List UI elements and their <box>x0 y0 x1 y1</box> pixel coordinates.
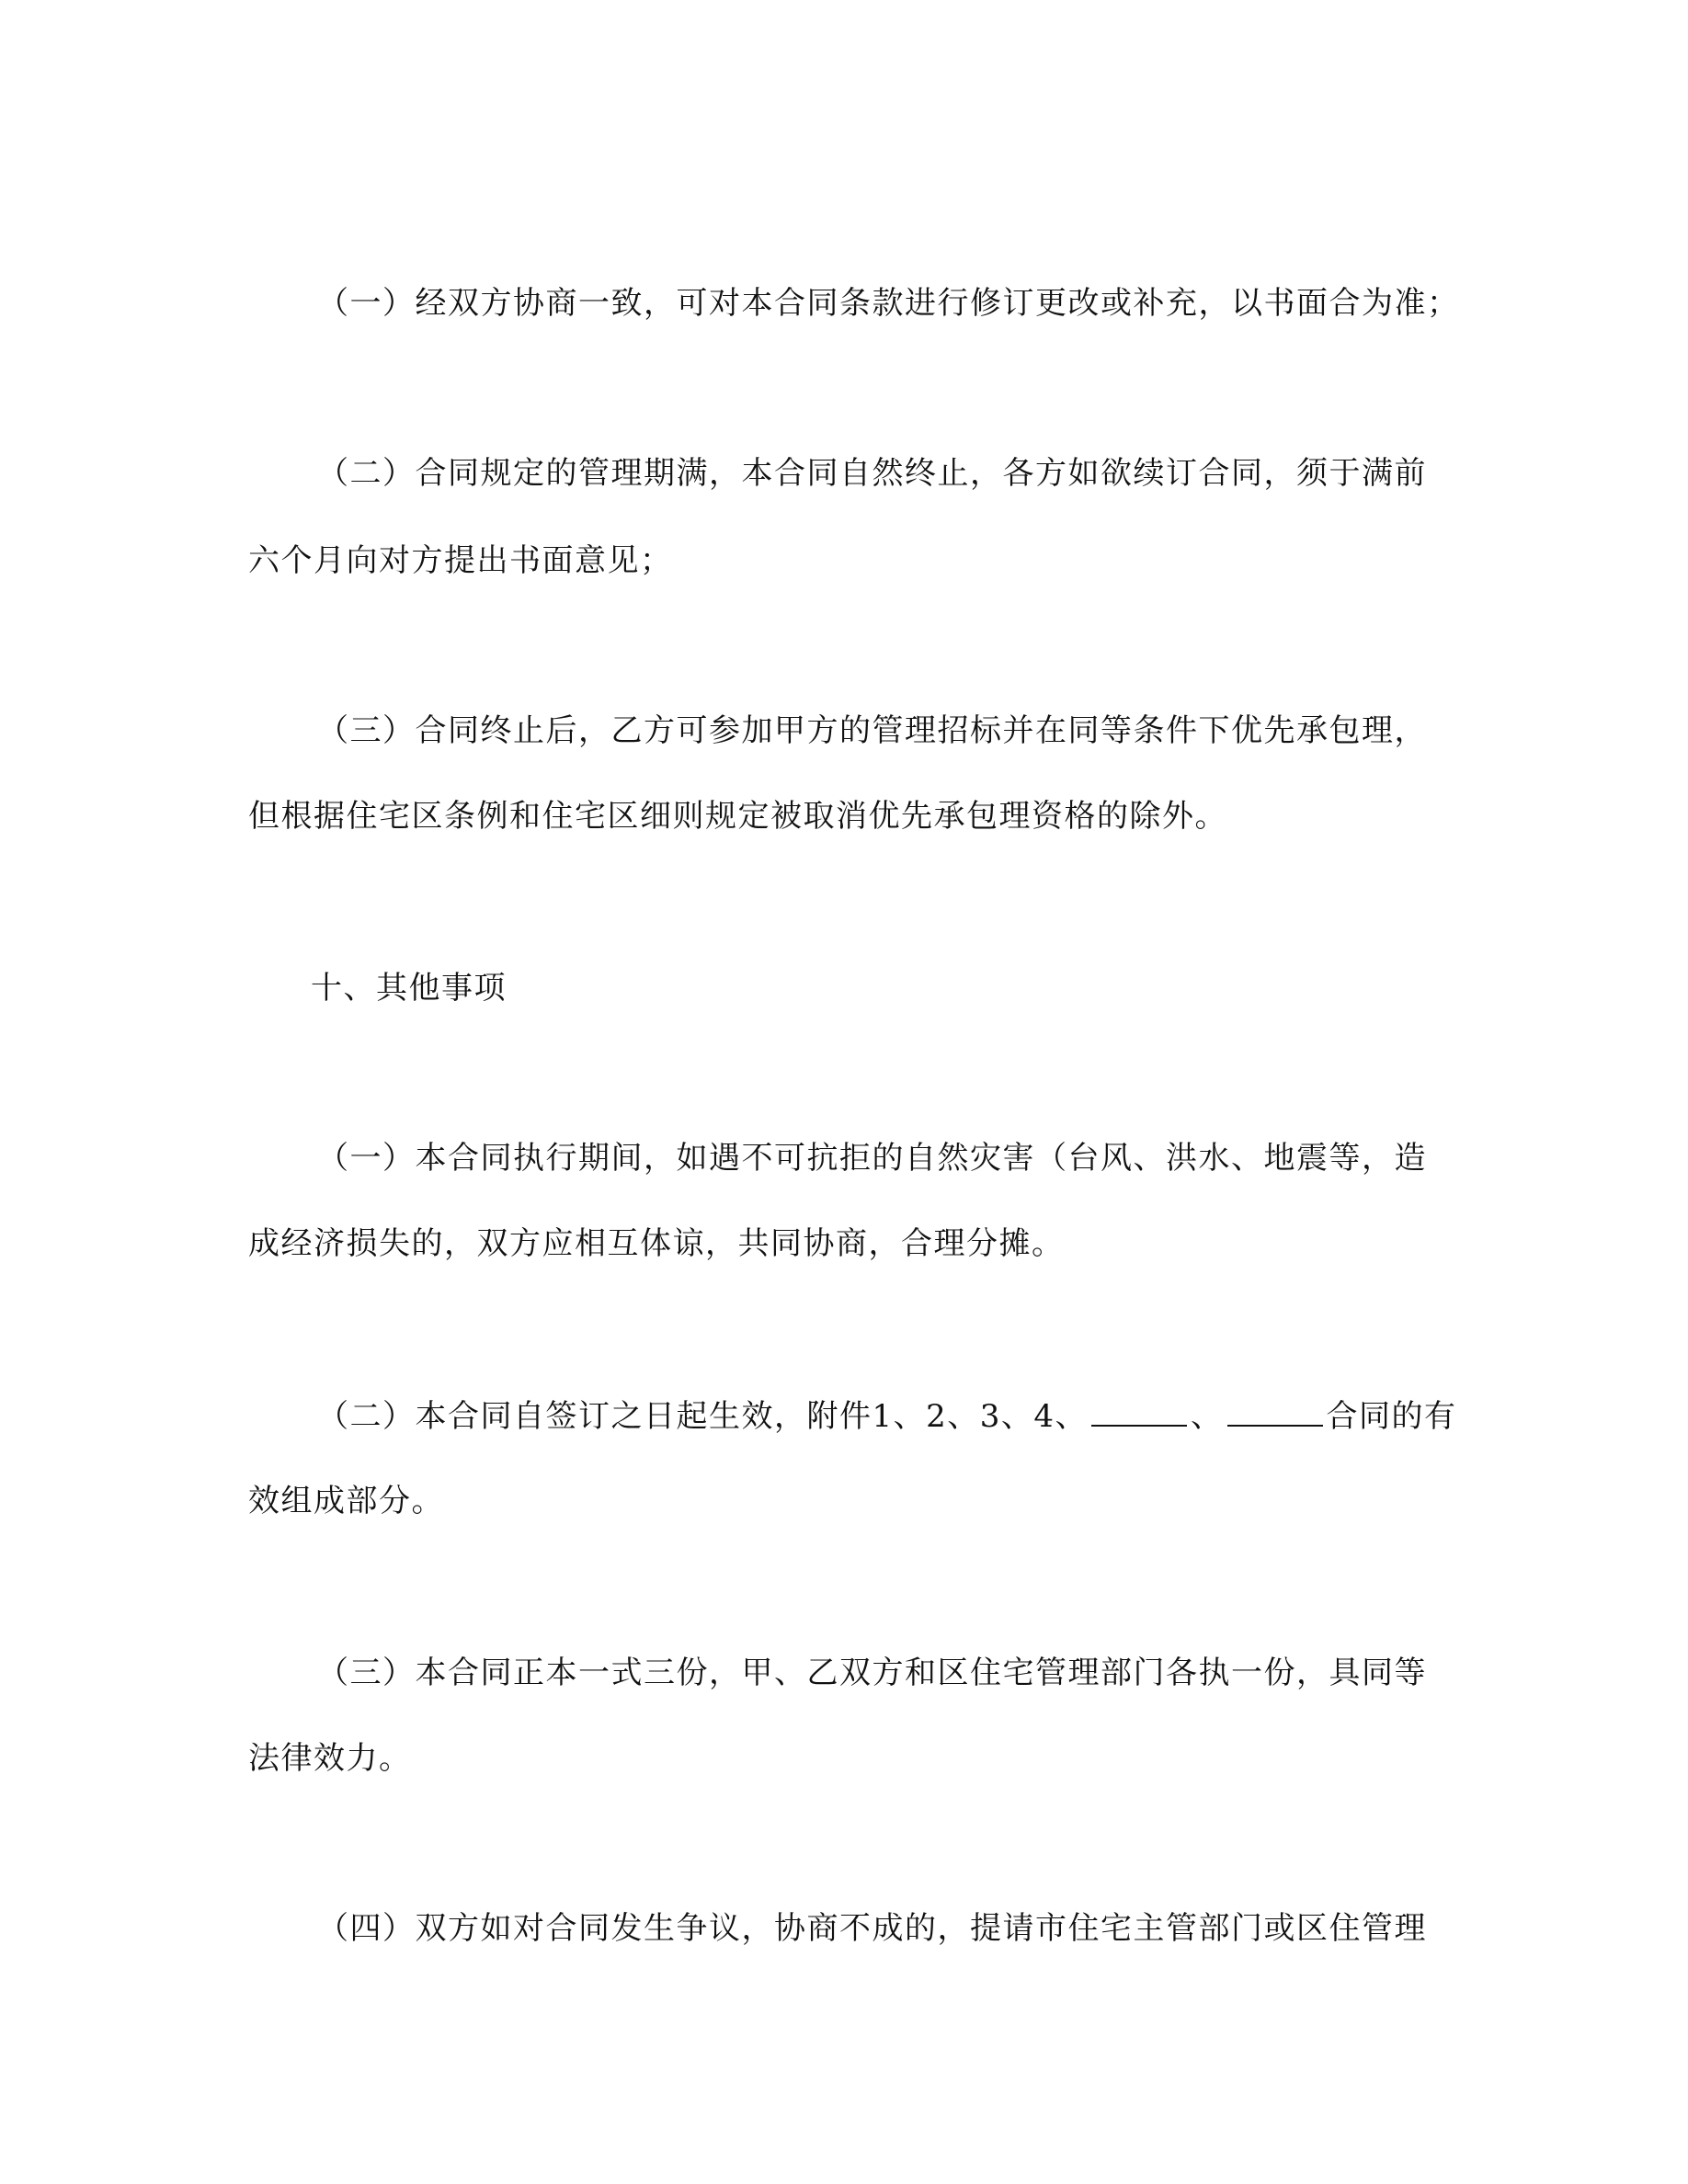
clause-10-2-line2: 效组成部分。 <box>248 1483 444 1519</box>
blank-field-1[interactable] <box>1091 1397 1187 1427</box>
blank-field-2[interactable] <box>1227 1397 1323 1427</box>
clause-9-3-line1: （三）合同终止后，乙方可参加甲方的管理招标并在同等条件下优先承包理， <box>317 712 1427 749</box>
clause-9-2-line1: （二）合同规定的管理期满，本合同自然终止，各方如欲续订合同，须于满前 <box>317 455 1427 492</box>
clause-10-2-text-a: （二）本合同自签订之日起生效，附件1、2、3、4、 <box>317 1398 1089 1435</box>
clause-10-1-line1: （一）本合同执行期间，如遇不可抗拒的自然灾害（台风、洪水、地震等，造 <box>317 1140 1427 1177</box>
section-10-heading: 十、其他事项 <box>311 970 507 1007</box>
clause-10-4-line1: （四）双方如对合同发生争议，协商不成的，提请市住宅主管部门或区住管理 <box>317 1910 1427 1947</box>
clause-10-2-text-b: 合同的有 <box>1326 1398 1457 1435</box>
clause-10-3-line2: 法律效力。 <box>248 1740 412 1777</box>
clause-9-2-line2: 六个月向对方提出书面意见； <box>248 542 673 579</box>
clause-10-1-line2: 成经济损失的，双方应相互体谅，共同协商，合理分摊。 <box>248 1225 1065 1262</box>
clause-9-1: （一）经双方协商一致，可对本合同条款进行修订更改或补充，以书面合为准； <box>317 285 1460 322</box>
clause-9-3-line2: 但根据住宅区条例和住宅区细则规定被取消优先承包理资格的除外。 <box>248 798 1227 835</box>
clause-10-3-line1: （三）本合同正本一式三份，甲、乙双方和区住宅管理部门各执一份，具同等 <box>317 1655 1427 1691</box>
clause-10-2-line1 <box>317 1397 1457 1435</box>
clause-10-2-separator: 、 <box>1191 1398 1224 1435</box>
